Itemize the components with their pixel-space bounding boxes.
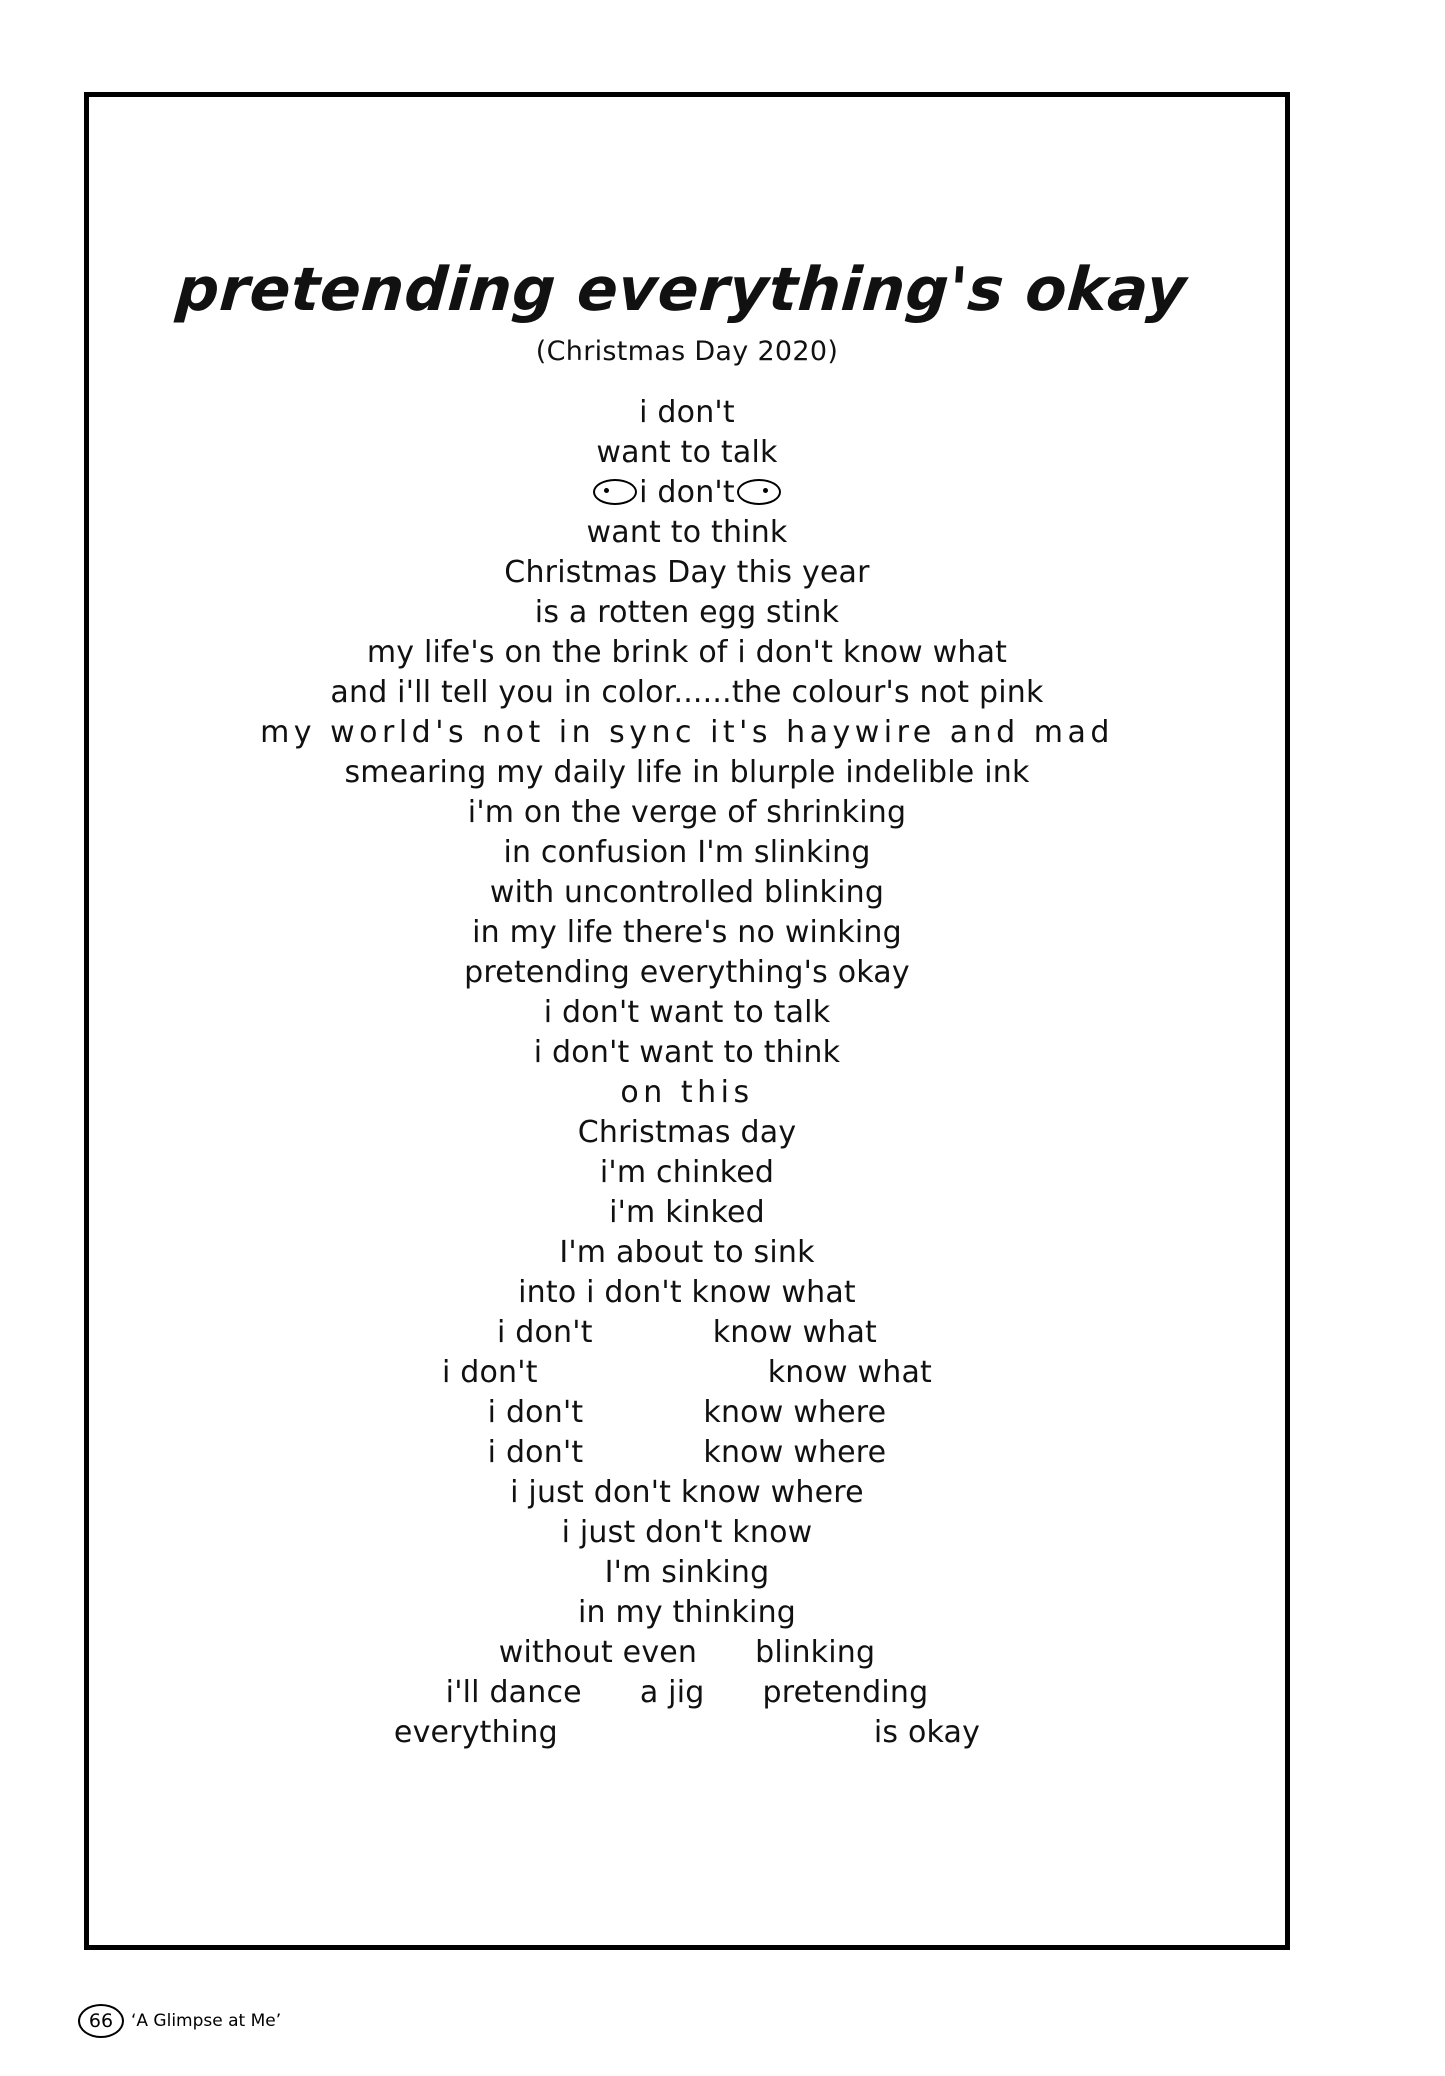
lyric-line: Christmas day [577, 1115, 797, 1150]
lyric-line-split [89, 1393, 1285, 1433]
lyric-line: i'm on the verge of shrinking [467, 795, 907, 830]
lyric-line-right: know what [767, 1355, 932, 1390]
lyric-line: into i don't know what [518, 1275, 856, 1310]
lyric-line: smearing my daily life in blurple indelible ink [344, 755, 1030, 790]
lyric-line: and i'll tell you in color......the colour's not pink [330, 675, 1044, 710]
lyric-line-right: pretending [762, 1675, 929, 1710]
lyric-line-left: everything [393, 1715, 558, 1750]
lyric-line: I'm sinking [604, 1555, 770, 1590]
page-footer [78, 2004, 281, 2038]
poem-area [89, 97, 1285, 1753]
lyric-line: my life's on the brink of i don't know what [366, 635, 1008, 670]
lyric-line: i don't want to think [533, 1035, 841, 1070]
lyric-line-mid: a jig [639, 1675, 705, 1710]
lyric-line-right: blinking [755, 1635, 876, 1670]
lyric-line-right: know where [703, 1435, 887, 1470]
lyric-line-split [89, 1313, 1285, 1353]
lyric-line-right: know what [712, 1315, 877, 1350]
lyric-line: pretending everything's okay [464, 955, 910, 990]
eye-left-icon [593, 479, 637, 505]
lyric-line-left: i don't [441, 1355, 538, 1390]
lyric-line-left: without even [498, 1635, 698, 1670]
lyric-line-left: i don't [487, 1395, 584, 1430]
lyric-line-left: i don't [487, 1435, 584, 1470]
lyric-line: i don't [639, 395, 735, 430]
lyric-line: want to talk [596, 435, 778, 470]
eye-right-icon [737, 479, 781, 505]
lyric-line: my world's not in sync it's haywire and mad [260, 715, 1114, 750]
lyric-line-left: i'll dance [445, 1675, 582, 1710]
lyric-line-with-eyes [89, 473, 1285, 513]
lyric-line: I'm about to sink [559, 1235, 815, 1270]
page-subtitle: (Christmas Day 2020) [535, 336, 839, 367]
lyric-line: i just don't know where [510, 1475, 864, 1510]
lyric-line: Christmas Day this year [504, 555, 870, 590]
lyric-line: want to think [586, 515, 788, 550]
lyric-line-split [89, 1713, 1285, 1753]
lyric-line: on this [620, 1075, 754, 1110]
lyric-line: i just don't know [561, 1515, 813, 1550]
lyric-line: is a rotten egg stink [534, 595, 840, 630]
lyric-line-right: is okay [873, 1715, 981, 1750]
lyric-line: in my life there's no winking [472, 915, 902, 950]
lyric-line-split [89, 1673, 1285, 1713]
content-frame [84, 92, 1290, 1950]
page-title: pretending everything's okay [173, 255, 1189, 325]
lyric-line-split [89, 1633, 1285, 1673]
lyric-line: i don't want to talk [543, 995, 831, 1030]
lyric-line-left: i don't [496, 1315, 593, 1350]
lyric-line: in confusion I'm slinking [503, 835, 871, 870]
lyric-line: with uncontrolled blinking [489, 875, 885, 910]
lyric-line-right: know where [703, 1395, 887, 1430]
lyric-line-split [89, 1433, 1285, 1473]
book-title: ‘A Glimpse at Me’ [131, 2011, 282, 2031]
lyric-line: i'm chinked [599, 1155, 775, 1190]
lyric-line: in my thinking [577, 1595, 797, 1630]
page-number-badge: 66 [78, 2004, 124, 2038]
lyric-line-text: i don't [639, 475, 735, 510]
lyric-line: i'm kinked [609, 1195, 765, 1230]
lyric-line-split [89, 1353, 1285, 1393]
lyrics-list [89, 393, 1285, 1753]
